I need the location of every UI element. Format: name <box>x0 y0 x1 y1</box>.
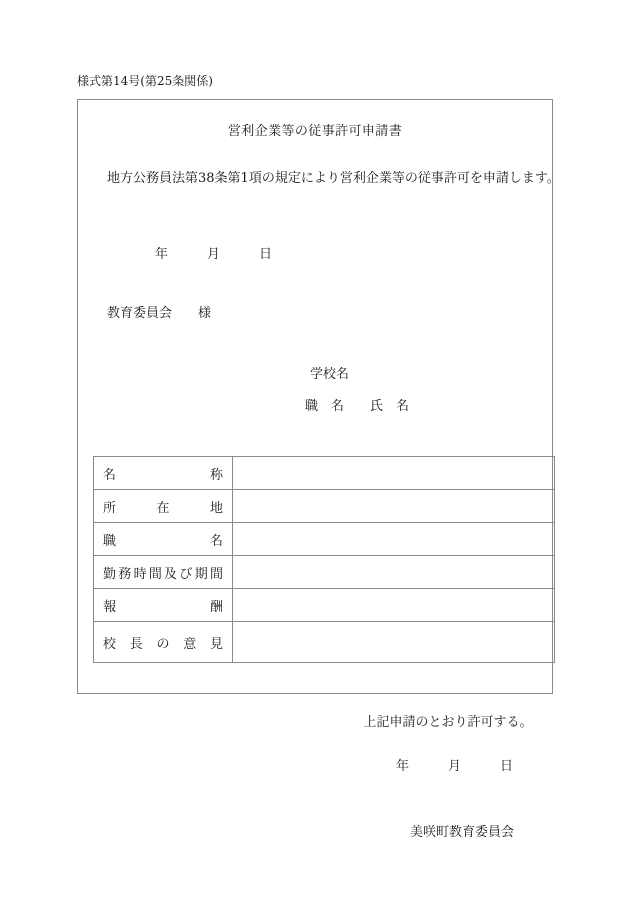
row-value-cell[interactable] <box>233 523 555 556</box>
form-frame <box>77 99 560 694</box>
table-row <box>94 589 555 622</box>
table-row <box>94 523 555 556</box>
application-date-line[interactable]: 年 月 日 <box>155 247 273 262</box>
row-label: 職名 <box>103 533 223 549</box>
intro-statement: 地方公務員法第38条第1項の規定により営利企業等の従事許可を申請します。 <box>107 171 560 186</box>
table-row <box>94 556 555 589</box>
title-and-name-label[interactable]: 職 名 氏 名 <box>305 399 410 414</box>
approval-issuer: 美咲町教育委員会 <box>410 825 515 840</box>
row-label-cell <box>94 523 233 556</box>
row-label: 所在地 <box>103 500 223 516</box>
approval-statement: 上記申請のとおり許可する。 <box>363 715 533 730</box>
table-row <box>94 490 555 523</box>
row-label-cell <box>94 556 233 589</box>
table-row <box>94 457 555 490</box>
row-label: 勤務時間及び期間 <box>103 566 223 582</box>
row-value-cell[interactable] <box>233 589 555 622</box>
form-number: 様式第14号(第25条関係) <box>77 74 213 88</box>
row-label-cell <box>94 622 233 663</box>
table-row <box>94 622 555 663</box>
row-value-cell[interactable] <box>233 490 555 523</box>
row-label: 校長の意見 <box>103 636 223 652</box>
row-label-cell <box>94 457 233 490</box>
row-label: 報酬 <box>103 599 223 615</box>
approval-date-line[interactable]: 年 月 日 <box>396 759 514 774</box>
row-label: 名称 <box>103 467 223 483</box>
row-label-cell <box>94 490 233 523</box>
row-value-cell[interactable] <box>233 457 555 490</box>
row-value-cell[interactable] <box>233 622 555 663</box>
school-name-label[interactable]: 学校名 <box>310 367 350 382</box>
addressee-line: 教育委員会 様 <box>107 306 212 321</box>
row-label-cell <box>94 589 233 622</box>
approval-block <box>347 690 533 888</box>
page-title: 営利企業等の従事許可申請書 <box>227 124 403 139</box>
application-details-table <box>93 456 555 663</box>
row-value-cell[interactable] <box>233 556 555 589</box>
